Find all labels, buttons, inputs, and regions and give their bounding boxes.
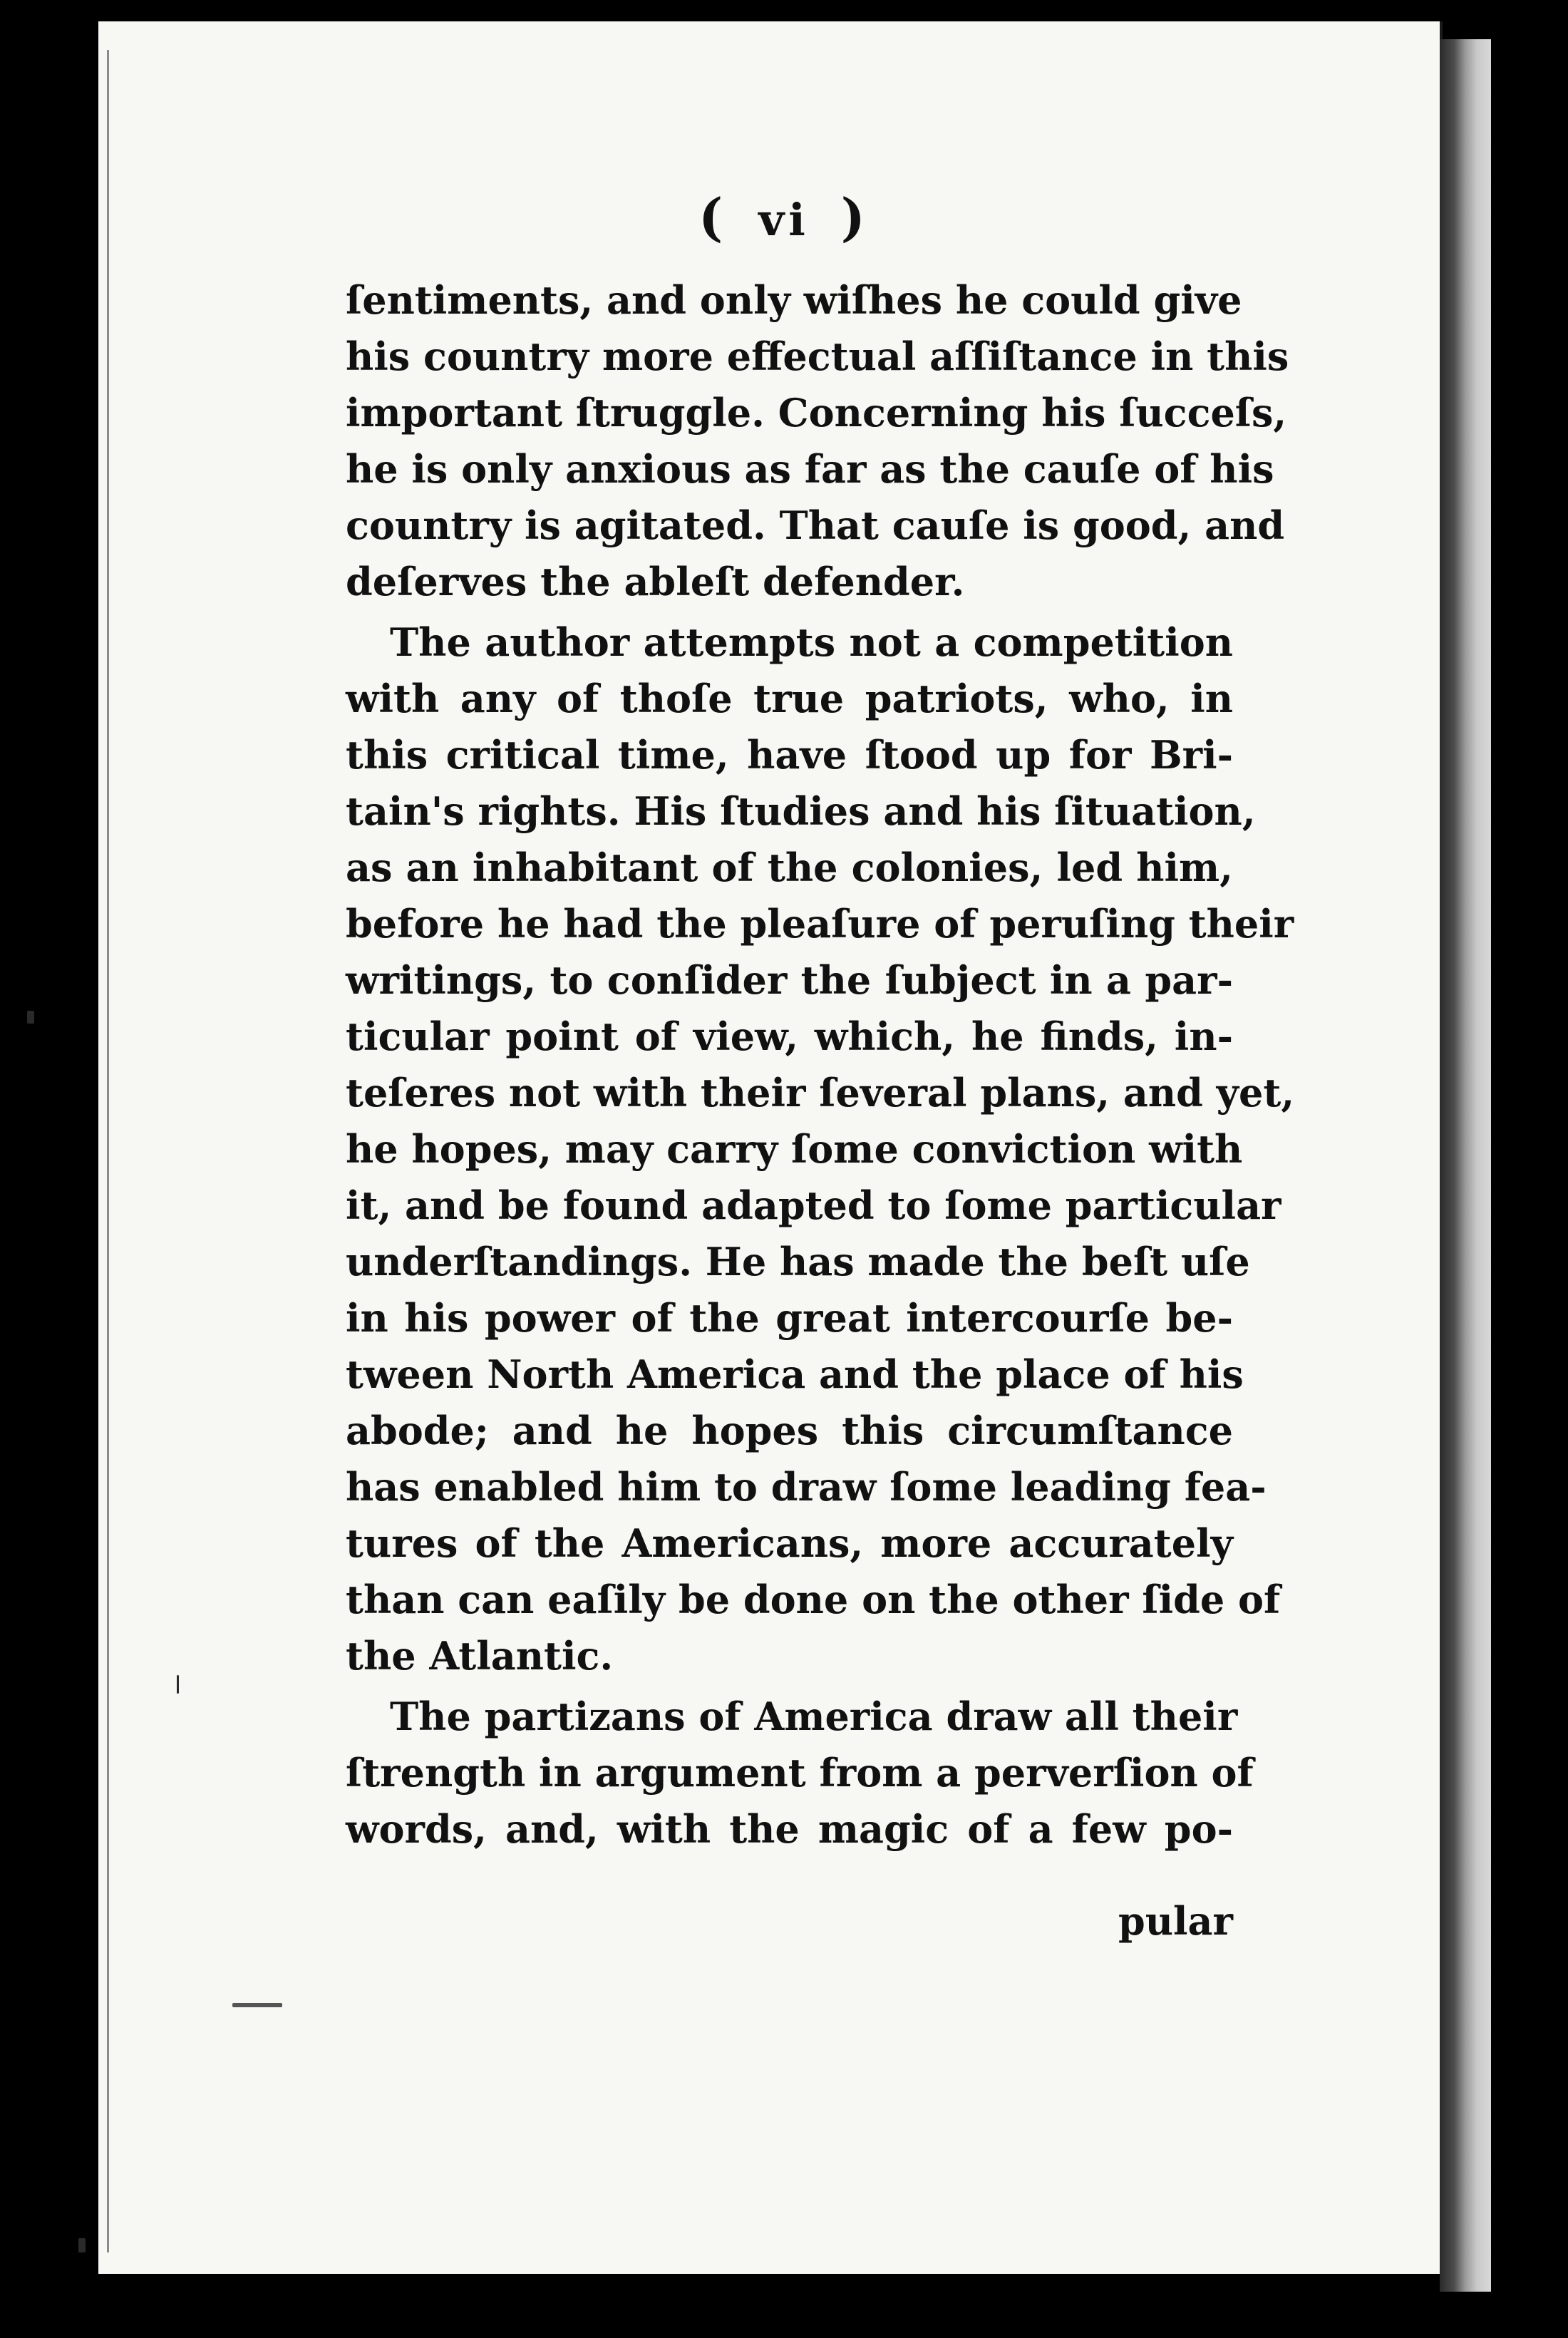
text-line: important ſtruggle. Concerning his ſucceſs, <box>346 390 1287 436</box>
text-line: than can eaſily be done on the other ſide of <box>346 1577 1281 1622</box>
text-line: tween North America and the place of his <box>346 1351 1244 1397</box>
body-text <box>346 272 1295 1858</box>
paragraph <box>346 1689 1254 1858</box>
paragraph <box>346 614 1295 1684</box>
scan-speck <box>177 1675 179 1694</box>
scan-speck <box>78 2238 86 2252</box>
text-line: the Atlantic. <box>346 1633 614 1679</box>
text-line: it, and be found adapted to ſome particular <box>346 1183 1281 1228</box>
text-line: abode; and he hopes this circumſtance <box>346 1408 1233 1453</box>
paragraph <box>346 272 1289 610</box>
text-line: teſeres not with their ſeveral plans, and yet, <box>346 1070 1295 1116</box>
text-line: ſentiments, and only wiſhes he could give <box>346 277 1242 323</box>
scan-shadow <box>1491 39 1568 2292</box>
page-margin-rule <box>107 50 109 2252</box>
text-line: in his power of the great intercourſe be- <box>346 1295 1233 1341</box>
text-line: writings, to conſider the ſubject in a par- <box>346 957 1233 1003</box>
text-line: tain's rights. His ſtudies and his ſituation, <box>346 788 1256 834</box>
page-number: vi <box>758 194 810 246</box>
text-line: he hopes, may carry ſome conviction with <box>346 1126 1243 1172</box>
text-line: country is agitated. That cauſe is good, and <box>346 503 1285 548</box>
text-line: before he had the pleaſure of peruſing their <box>346 901 1294 947</box>
text-line: with any of thoſe true patriots, who, in <box>346 676 1233 721</box>
text-line: ſtrength in argument from a perverſion of <box>346 1750 1254 1796</box>
text-line: his country more effectual aſſiſtance in this <box>346 334 1289 379</box>
text-line: The author attempts not a competition <box>390 619 1233 665</box>
text-line: words, and, with the magic of a few po- <box>346 1806 1233 1852</box>
text-line: he is only anxious as far as the cauſe of his <box>346 446 1274 492</box>
text-line: tures of the Americans, more accurately <box>346 1520 1233 1566</box>
text-line: deſerves the ableſt defender. <box>346 559 965 604</box>
catchword: pular <box>1118 1898 1233 1944</box>
text-line: as an inhabitant of the colonies, led him, <box>346 845 1233 890</box>
text-line: ticular point of view, which, he finds, in- <box>346 1014 1233 1059</box>
running-header: ( vi ) <box>698 187 870 247</box>
text-line: has enabled him to draw ſome leading fea- <box>346 1464 1267 1510</box>
next-leaf-edge <box>1440 39 1491 2292</box>
text-line: underſtandings. He has made the beſt uſe <box>346 1239 1250 1284</box>
scan-speck <box>232 2003 282 2007</box>
text-line: The partizans of America draw all their <box>390 1694 1238 1739</box>
scan-speck <box>27 1011 34 1024</box>
text-line: this critical time, have ſtood up for Bri- <box>346 732 1233 778</box>
